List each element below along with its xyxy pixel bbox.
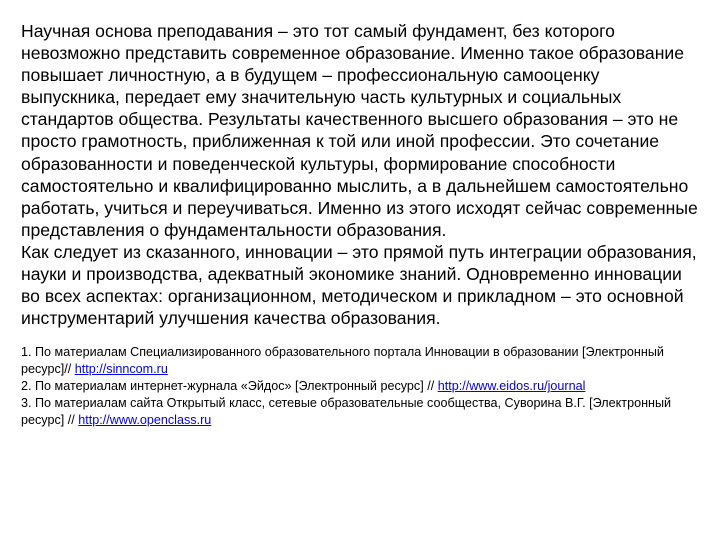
paragraph-1-text: – это тот самый фундамент, без которого невозможно представить современное образование. Именно такое образование повышает личностную, а в будущем – профессиональную самооценку выпускника, передает ему значительную часть культурных и социальных стандартов общества. Результаты качественного высшего образования – это не просто грамотность, приближенная к той или иной профессии. Это сочетание образованности и поведенческой культуры, формирование способности самостоятельно и квалифицированно мыслить, а в дальнейшем самостоятельно работать, учиться и переучиваться. Именно из этого исходят сейчас современные представления о фундаментальности образования. xyxy=(21,21,698,240)
main-text xyxy=(21,20,701,329)
footnote-1 xyxy=(21,344,701,378)
paragraph-1 xyxy=(21,20,701,241)
footnotes xyxy=(21,344,701,429)
footnote-3 xyxy=(21,395,701,429)
footnote-2-text: 2. По материалам интернет-журнала «Эйдос» [Электронный ресурс] // xyxy=(21,379,438,393)
footnote-3-link[interactable]: http://www.openclass.ru xyxy=(78,413,212,427)
footnote-2 xyxy=(21,378,701,395)
lead-term: Научная основа преподавания xyxy=(21,21,274,41)
footnote-3-text: 3. По материалам сайта Открытый класс, сетевые образовательные сообщества, Суворина В.Г. [Электронный ресурс] // xyxy=(21,396,672,427)
paragraph-2: Как следует из сказанного, инновации – это прямой путь интеграции образования, науки и производства, адекватный экономике знаний. Одновременно инновации во всех аспектах: организационном, методическом и прикладном – это основной инструментарий улучшения качества образования. xyxy=(21,241,697,329)
footnote-1-link[interactable]: http://sinncom.ru xyxy=(74,362,168,376)
footnote-1-text: 1. По материалам Специализированного образовательного портала Инновации в образовании [Электронный ресурс]// xyxy=(21,345,664,376)
footnote-2-link[interactable]: http://www.eidos.ru/journal xyxy=(437,379,586,393)
